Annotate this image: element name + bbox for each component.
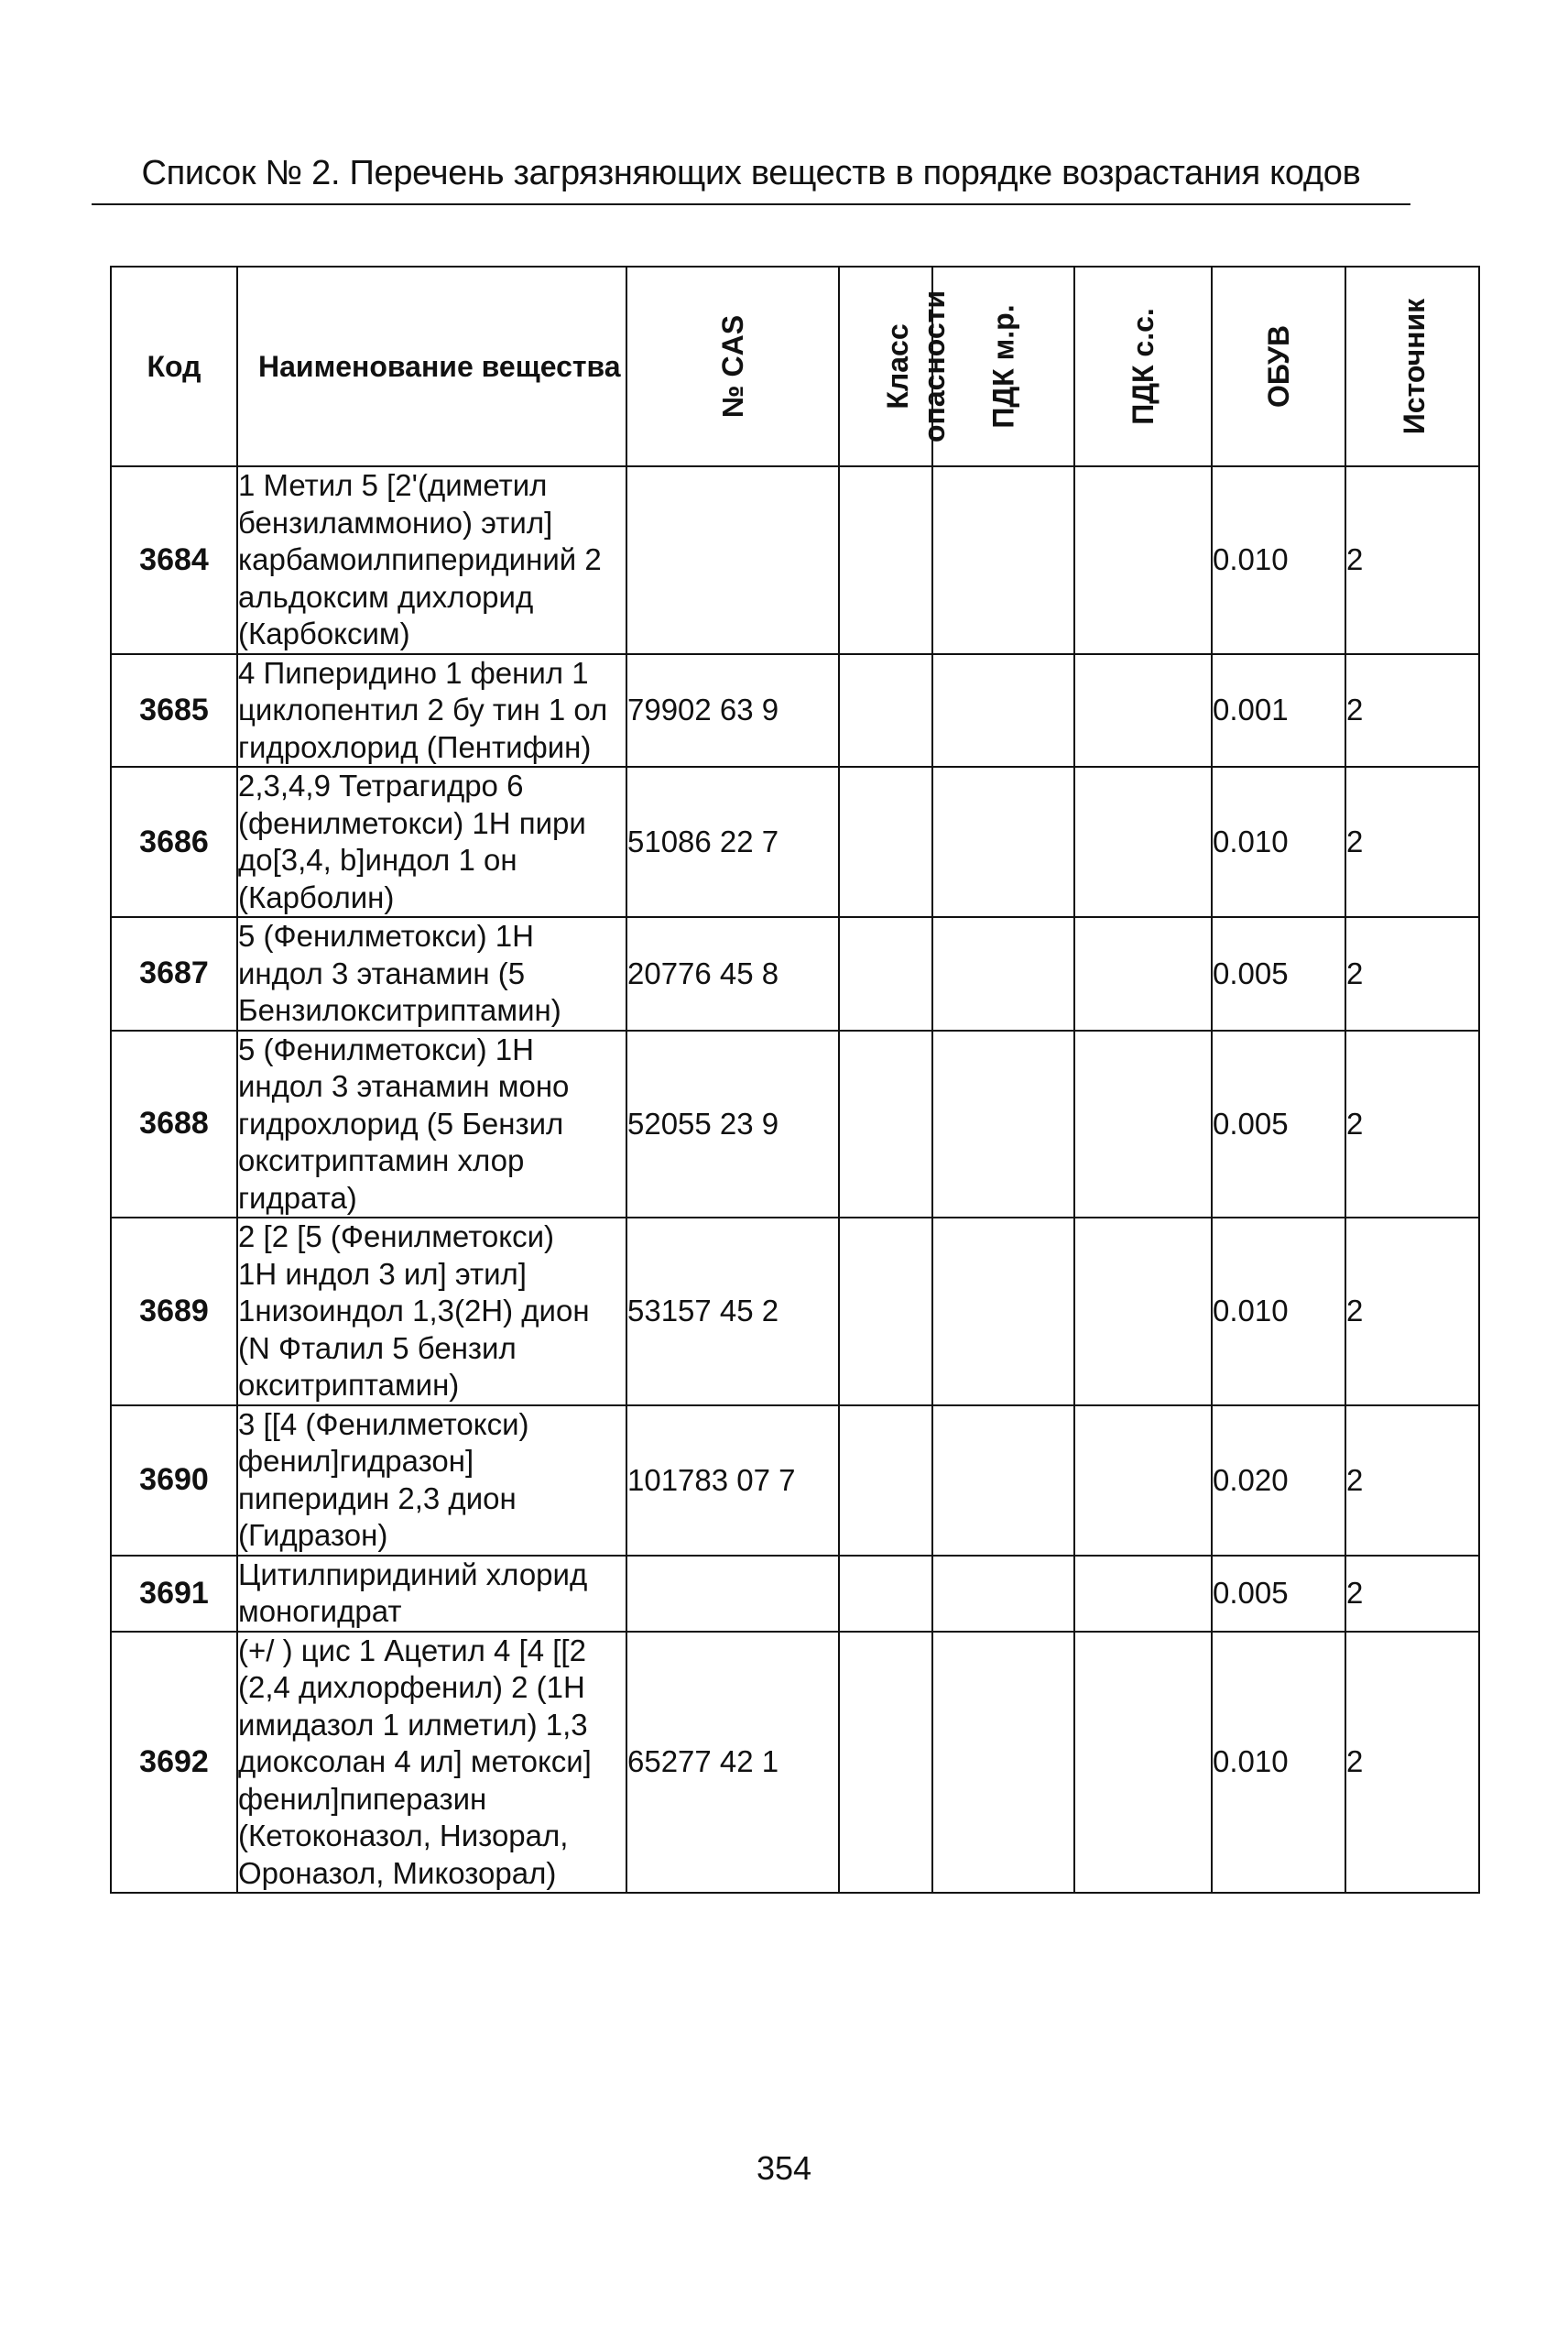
- name-line: гидрата): [238, 1180, 357, 1215]
- name-line: окситриптамин хлор: [238, 1143, 525, 1177]
- cell-source: 2: [1345, 917, 1479, 1031]
- header-pdk-ss: [1074, 267, 1212, 466]
- cell-pdk-ss: [1074, 1031, 1212, 1218]
- cell-cas: 52055 23 9: [626, 1031, 839, 1218]
- cell-pdk-mr: [932, 1556, 1074, 1632]
- cell-obuv: 0.005: [1212, 917, 1345, 1031]
- name-line: имидазол 1 илметил) 1,3: [238, 1707, 588, 1742]
- table-body: [111, 466, 1479, 1893]
- cell-name: [237, 1218, 626, 1405]
- header-pdk-mr: [932, 267, 1074, 466]
- cell-pdk-mr: [932, 1031, 1074, 1218]
- cell-pdk-ss: [1074, 1632, 1212, 1894]
- cell-cas: [626, 466, 839, 654]
- table-header-row: [111, 267, 1479, 466]
- cell-code: 3686: [111, 767, 237, 917]
- title-underline: [92, 203, 1410, 205]
- name-line: альдоксим дихлорид: [238, 579, 534, 614]
- page-number: 354: [756, 2149, 812, 2187]
- name-line: (2,4 дихлорфенил) 2 (1H: [238, 1670, 585, 1704]
- name-line: Цитилпиридиний хлорид: [238, 1557, 588, 1591]
- name-line: окситриптамин): [238, 1368, 460, 1402]
- cell-pdk-mr: [932, 1405, 1074, 1556]
- name-line: пиперидин 2,3 дион: [238, 1480, 517, 1515]
- header-cas-label: № CAS: [716, 314, 749, 419]
- cell-source: 2: [1345, 1632, 1479, 1894]
- cell-source: 2: [1345, 1556, 1479, 1632]
- cell-obuv: 0.020: [1212, 1405, 1345, 1556]
- cell-hazard-class: [839, 1556, 932, 1632]
- cell-hazard-class: [839, 767, 932, 917]
- cell-source: 2: [1345, 767, 1479, 917]
- name-line: 2,3,4,9 Тетрагидро 6: [238, 769, 524, 803]
- cell-pdk-mr: [932, 1632, 1074, 1894]
- name-line: до[3,4, b]индол 1 он: [238, 843, 517, 877]
- cell-pdk-mr: [932, 767, 1074, 917]
- cell-pdk-mr: [932, 1218, 1074, 1405]
- name-line: фенил]гидразон]: [238, 1444, 474, 1478]
- cell-pdk-mr: [932, 654, 1074, 768]
- name-line: индол 3 этанамин моно: [238, 1069, 570, 1103]
- cell-obuv: 0.010: [1212, 1632, 1345, 1894]
- cell-name: [237, 654, 626, 768]
- name-line: 2 [2 [5 (Фенилметокси): [238, 1219, 555, 1253]
- cell-source: 2: [1345, 1405, 1479, 1556]
- cell-source: 2: [1345, 466, 1479, 654]
- name-line: 1 Метил 5 [2'(диметил: [238, 468, 548, 502]
- cell-hazard-class: [839, 466, 932, 654]
- header-hazard-class: [839, 267, 952, 466]
- name-line: 1H индол 3 ил] этил]: [238, 1256, 527, 1291]
- cell-pdk-ss: [1074, 767, 1212, 917]
- table-row: [111, 917, 1479, 1031]
- name-line: карбамоилпиперидиний 2: [238, 542, 602, 576]
- cell-cas: 79902 63 9: [626, 654, 839, 768]
- cell-pdk-mr: [932, 917, 1074, 1031]
- cell-pdk-ss: [1074, 1556, 1212, 1632]
- name-line: диоксолан 4 ил] метокси]: [238, 1744, 592, 1778]
- name-line: Ороназол, Микозорал): [238, 1855, 557, 1890]
- substances-table: [110, 266, 1480, 1894]
- cell-pdk-ss: [1074, 917, 1212, 1031]
- name-line: моногидрат: [238, 1594, 402, 1628]
- name-line: Бензилокситриптамин): [238, 993, 561, 1027]
- cell-name: [237, 917, 626, 1031]
- header-obuv-label: ОБУВ: [1261, 324, 1295, 409]
- cell-source: 2: [1345, 1031, 1479, 1218]
- cell-name: [237, 767, 626, 917]
- header-cas: [626, 267, 839, 466]
- cell-code: 3688: [111, 1031, 237, 1218]
- header-hazard-line-1: Класс: [881, 323, 915, 410]
- cell-name: [237, 466, 626, 654]
- cell-pdk-ss: [1074, 1218, 1212, 1405]
- cell-hazard-class: [839, 917, 932, 1031]
- cell-obuv: 0.005: [1212, 1556, 1345, 1632]
- cell-code: 3689: [111, 1218, 237, 1405]
- name-line: 4 Пиперидино 1 фенил 1: [238, 655, 589, 690]
- cell-pdk-mr: [932, 466, 1074, 654]
- name-line: 5 (Фенилметокси) 1H: [238, 1032, 534, 1066]
- header-source: [1345, 267, 1479, 466]
- name-line: гидрохлорид (Пентифин): [238, 729, 592, 764]
- cell-name: [237, 1632, 626, 1894]
- header-obuv: [1212, 267, 1345, 466]
- table-row: [111, 1218, 1479, 1405]
- table-row: [111, 1405, 1479, 1556]
- cell-cas: 101783 07 7: [626, 1405, 839, 1556]
- cell-cas: 53157 45 2: [626, 1218, 839, 1405]
- cell-cas: [626, 1556, 839, 1632]
- name-line: 5 (Фенилметокси) 1H: [238, 919, 534, 953]
- cell-cas: 51086 22 7: [626, 767, 839, 917]
- cell-hazard-class: [839, 1632, 932, 1894]
- name-line: 1низоиндол 1,3(2H) дион: [238, 1294, 590, 1327]
- cell-hazard-class: [839, 1031, 932, 1218]
- cell-source: 2: [1345, 1218, 1479, 1405]
- cell-code: 3687: [111, 917, 237, 1031]
- cell-source: 2: [1345, 654, 1479, 768]
- cell-name: [237, 1405, 626, 1556]
- cell-pdk-ss: [1074, 466, 1212, 654]
- cell-name: [237, 1556, 626, 1632]
- header-pdk-mr-label: ПДК м.р.: [986, 304, 1020, 429]
- name-line: гидрохлорид (5 Бензил: [238, 1106, 564, 1141]
- header-name: Наименование вещества: [237, 267, 626, 466]
- cell-obuv: 0.010: [1212, 466, 1345, 654]
- header-source-label: Источник: [1398, 298, 1432, 435]
- page-title: Список № 2. Перечень загрязняющих веществ в порядке возрастания кодов: [141, 154, 1361, 192]
- header-hazard-line-2: опасности: [918, 290, 952, 443]
- cell-code: 3691: [111, 1556, 237, 1632]
- cell-obuv: 0.010: [1212, 1218, 1345, 1405]
- cell-pdk-ss: [1074, 654, 1212, 768]
- name-line: циклопентил 2 бу тин 1 ол: [238, 693, 608, 727]
- table-row: [111, 1556, 1479, 1632]
- table-row: [111, 1632, 1479, 1894]
- cell-code: 3685: [111, 654, 237, 768]
- name-line: (Гидразон): [238, 1518, 388, 1552]
- name-line: (Кетоконазол, Низорал,: [238, 1819, 569, 1852]
- cell-obuv: 0.005: [1212, 1031, 1345, 1218]
- cell-cas: 20776 45 8: [626, 917, 839, 1031]
- cell-obuv: 0.010: [1212, 767, 1345, 917]
- name-line: (Карбоксим): [238, 617, 410, 650]
- table-row: [111, 466, 1479, 654]
- table-row: [111, 1031, 1479, 1218]
- cell-hazard-class: [839, 1218, 932, 1405]
- name-line: 3 [[4 (Фенилметокси): [238, 1406, 529, 1441]
- header-hazard-label: [879, 290, 953, 442]
- name-line: (фенилметокси) 1H пири: [238, 805, 586, 840]
- cell-hazard-class: [839, 1405, 932, 1556]
- name-line: (N Фталил 5 бензил: [238, 1330, 517, 1365]
- cell-obuv: 0.001: [1212, 654, 1345, 768]
- cell-code: 3690: [111, 1405, 237, 1556]
- cell-pdk-ss: [1074, 1405, 1212, 1556]
- name-line: (+/ ) цис 1 Ацетил 4 [4 [[2: [238, 1633, 586, 1667]
- table-row: [111, 654, 1479, 768]
- cell-code: 3692: [111, 1632, 237, 1894]
- header-code: Код: [111, 267, 237, 466]
- header-pdk-ss-label: ПДК с.с.: [1127, 308, 1160, 425]
- name-line: (Карболин): [238, 879, 395, 914]
- cell-cas: 65277 42 1: [626, 1632, 839, 1894]
- name-line: бензиламмонио) этил]: [238, 505, 553, 540]
- name-line: индол 3 этанамин (5: [238, 956, 526, 990]
- name-line: фенил]пиперазин: [238, 1781, 487, 1816]
- cell-code: 3684: [111, 466, 237, 654]
- cell-name: [237, 1031, 626, 1218]
- table-row: [111, 767, 1479, 917]
- cell-hazard-class: [839, 654, 932, 768]
